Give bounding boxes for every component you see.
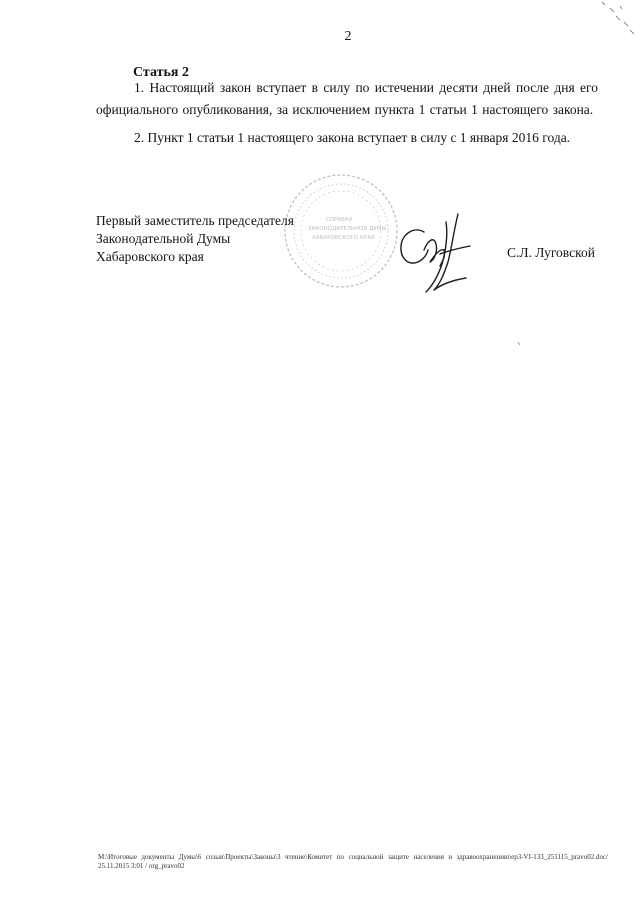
handwritten-signature: [394, 210, 474, 296]
signer-name: С.Л. Луговской: [507, 245, 595, 260]
scan-corner-mark: [596, 0, 640, 46]
article-paragraph-1: 1. Настоящий закон вступает в силу по истечении десяти дней после дня его официального опубликования, за исключением пункта 1 статьи 1 настоящего закона.: [96, 80, 598, 117]
footer-file-path: M:\Итоговые документы Думы\6 созыв\Проекты\Законы\3 чтение\Комитет по социальной защите населения и здравоохранению\ep3-VI-133_251115_pravo02.doc/ 25.11.2015 3:01 / org_pravo02: [98, 853, 608, 870]
signatory-position-line-2: Законодательной Думы: [96, 231, 231, 246]
svg-text:ЗАКОНОДАТЕЛЬНОЙ ДУМЫ: ЗАКОНОДАТЕЛЬНОЙ ДУМЫ: [308, 226, 387, 232]
scan-dust-mark: [517, 341, 522, 346]
article-title: Статья 2: [133, 65, 189, 80]
article-paragraph-2: 2. Пункт 1 статьи 1 настоящего закона вступает в силу с 1 января 2016 года.: [134, 130, 571, 145]
seal-stamp: [282, 172, 400, 290]
svg-text:СПРАВКА: СПРАВКА: [326, 217, 353, 223]
signatory-position-line-1: Первый заместитель председателя: [96, 213, 294, 228]
svg-text:ХАБАРОВСКОГО КРАЯ: ХАБАРОВСКОГО КРАЯ: [312, 235, 375, 241]
signatory-position-line-3: Хабаровского края: [96, 249, 204, 264]
page-number: 2: [344, 29, 352, 44]
signatory-position: [96, 212, 294, 266]
